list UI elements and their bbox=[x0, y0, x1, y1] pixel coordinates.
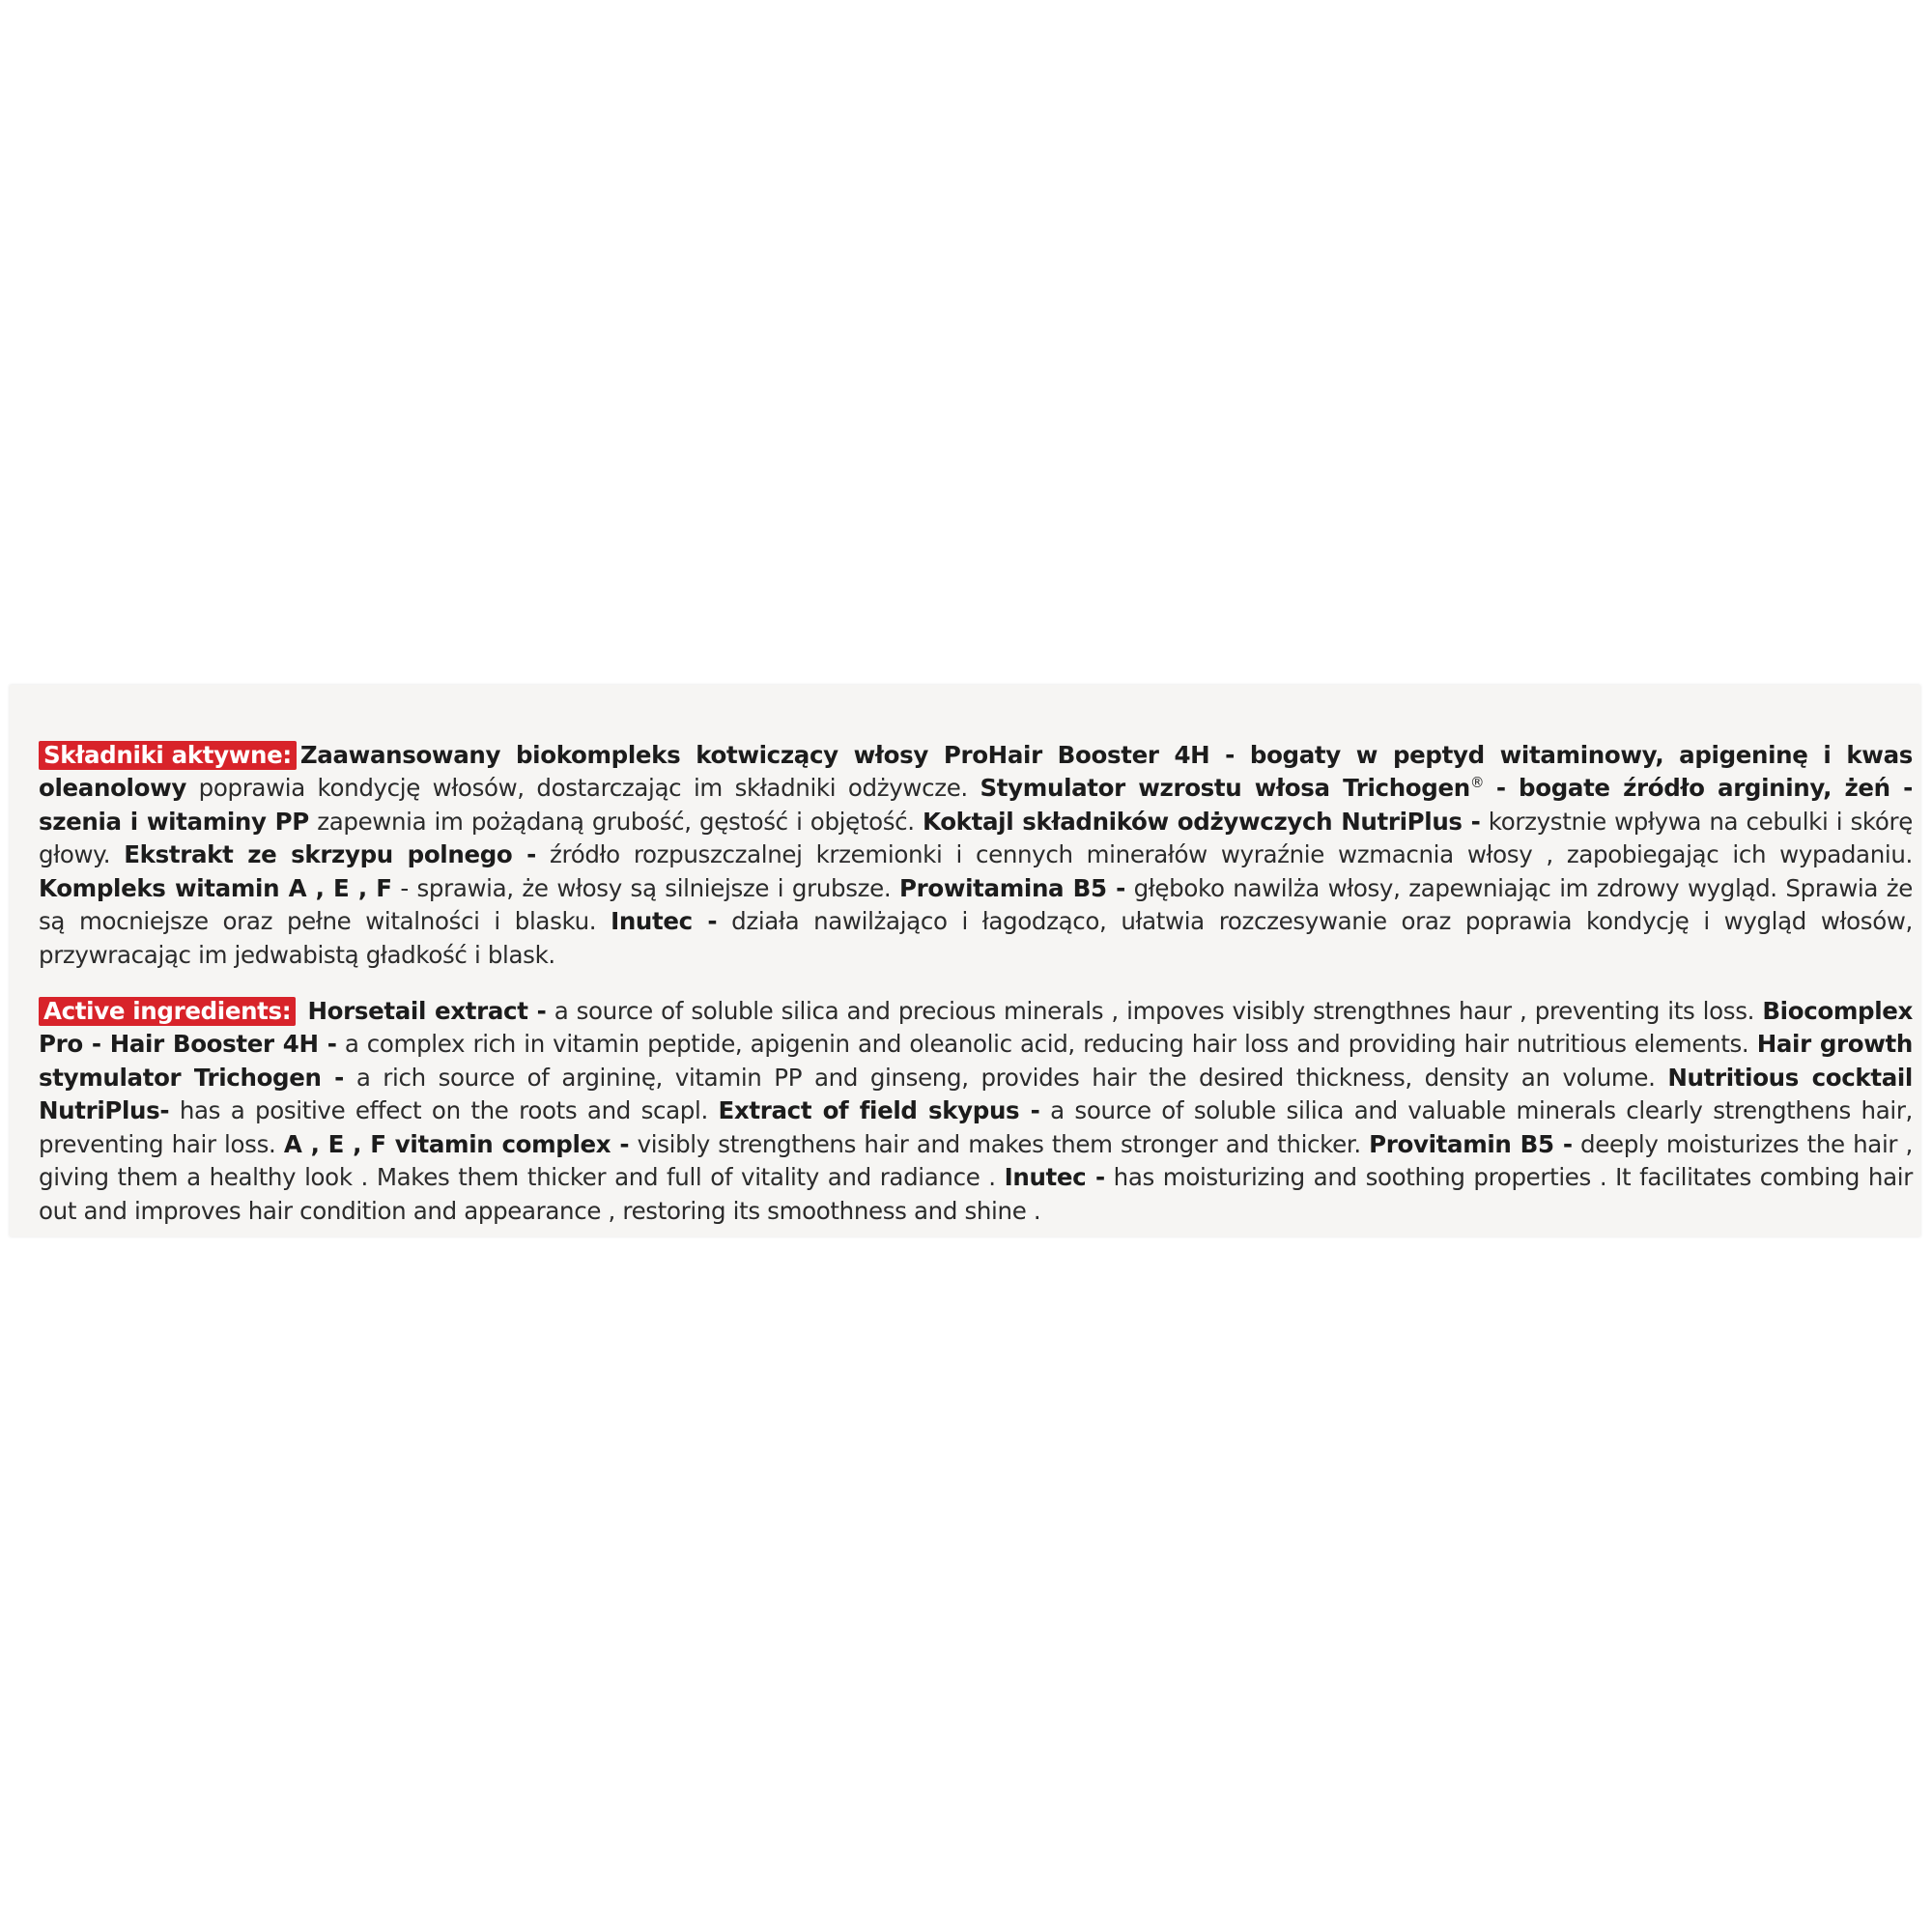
segment-text: korzystnie wpływa na cebulki i skórę głowy. bbox=[39, 807, 1913, 868]
segment-bold: Hair growth stymulator Trichogen - bbox=[39, 1030, 1913, 1092]
segment-text: a rich source of argininę, vitamin PP and ginseng, provides hair the desired thickness, density an volume. bbox=[355, 1063, 1656, 1092]
segment-text: a source of soluble silica and precious minerals , impoves visibly strengthnes haur , preventing its loss. bbox=[554, 996, 1755, 1025]
segment-bold: Nutritious cocktail NutriPlus- bbox=[39, 1063, 1913, 1124]
segment-bold: - bogate źródło argininy, żeń - szenia i witaminy PP bbox=[39, 774, 1913, 836]
segment-bold: Provitamin B5 - bbox=[1369, 1129, 1573, 1158]
segment-bold: Koktajl składników odżywczych NutriPlus - bbox=[923, 807, 1481, 836]
segment-text: has a positive effect on the roots and scapl. bbox=[179, 1096, 708, 1124]
segment-text: has moisturizing and soothing properties . It facilitates combing hair out and improves hair condition and appearance , restoring its smoothness and shine . bbox=[39, 1163, 1913, 1225]
segment-text: działa nawilżająco i łagodząco, ułatwia rozczesywanie oraz poprawia kondycję i wygląd włosów, przywracając im jedwabistą gładkość i blask. bbox=[39, 907, 1913, 969]
segment-bold: Stymulator wzrostu włosa Trichogen bbox=[980, 774, 1470, 802]
segment-text: a source of soluble silica and valuable minerals clearly strengthens hair, preventing hair loss. bbox=[39, 1096, 1913, 1158]
polish-heading-badge: Składniki aktywne: bbox=[39, 741, 297, 770]
segment-text: a complex rich in vitamin peptide, apigenin and oleanolic acid, reducing hair loss and providing hair nutritious elements. bbox=[344, 1030, 1749, 1058]
segment-bold: Kompleks witamin A , E , F bbox=[39, 873, 392, 902]
english-heading-badge: Active ingredients: bbox=[39, 997, 296, 1026]
segment-bold: Horsetail extract - bbox=[307, 996, 547, 1025]
segment-bold: Biocomplex Pro - Hair Booster 4H - bbox=[39, 996, 1913, 1058]
segment-bold: Ekstrakt ze skrzypu polnego - bbox=[124, 840, 536, 868]
segment-bold: Inutec - bbox=[611, 907, 718, 935]
polish-ingredients-paragraph bbox=[39, 739, 1913, 973]
segment-bold: Zaawansowany biokompleks kotwiczący włosy ProHair Booster 4H - bogaty w peptyd witaminowy, apigeninę i kwas oleanolowy bbox=[39, 740, 1913, 802]
ingredients-label bbox=[10, 685, 1920, 1236]
segment-text: źródło rozpuszczalnej krzemionki i cennych minerałów wyraźnie wzmacnia włosy , zapobiegając ich wypadaniu. bbox=[550, 840, 1913, 868]
segment-text: deeply moisturizes the hair , giving them a healthy look . Makes them thicker and full of vitality and radiance . bbox=[39, 1129, 1913, 1191]
segment-text: zapewnia im pożądaną grubość, gęstość i objętość. bbox=[317, 807, 915, 836]
segment-text: głęboko nawilża włosy, zapewniając im zdrowy wygląd. Sprawia że są mocniejsze oraz pełne witalności i blasku. bbox=[39, 873, 1913, 935]
segment-bold: Prowitamina B5 - bbox=[899, 873, 1125, 902]
english-ingredients-paragraph bbox=[39, 995, 1913, 1229]
segment-bold: A , E , F vitamin complex - bbox=[283, 1129, 630, 1158]
registered-mark: ® bbox=[1469, 774, 1485, 791]
segment-text: visibly strengthens hair and makes them stronger and thicker. bbox=[637, 1129, 1361, 1158]
segment-bold: Extract of field skypus - bbox=[718, 1096, 1040, 1124]
segment-text: - sprawia, że włosy są silniejsze i grubsze. bbox=[400, 873, 892, 902]
segment-bold: Inutec - bbox=[1004, 1163, 1105, 1191]
segment-text: poprawia kondycję włosów, dostarczając im składniki odżywcze. bbox=[198, 774, 968, 802]
